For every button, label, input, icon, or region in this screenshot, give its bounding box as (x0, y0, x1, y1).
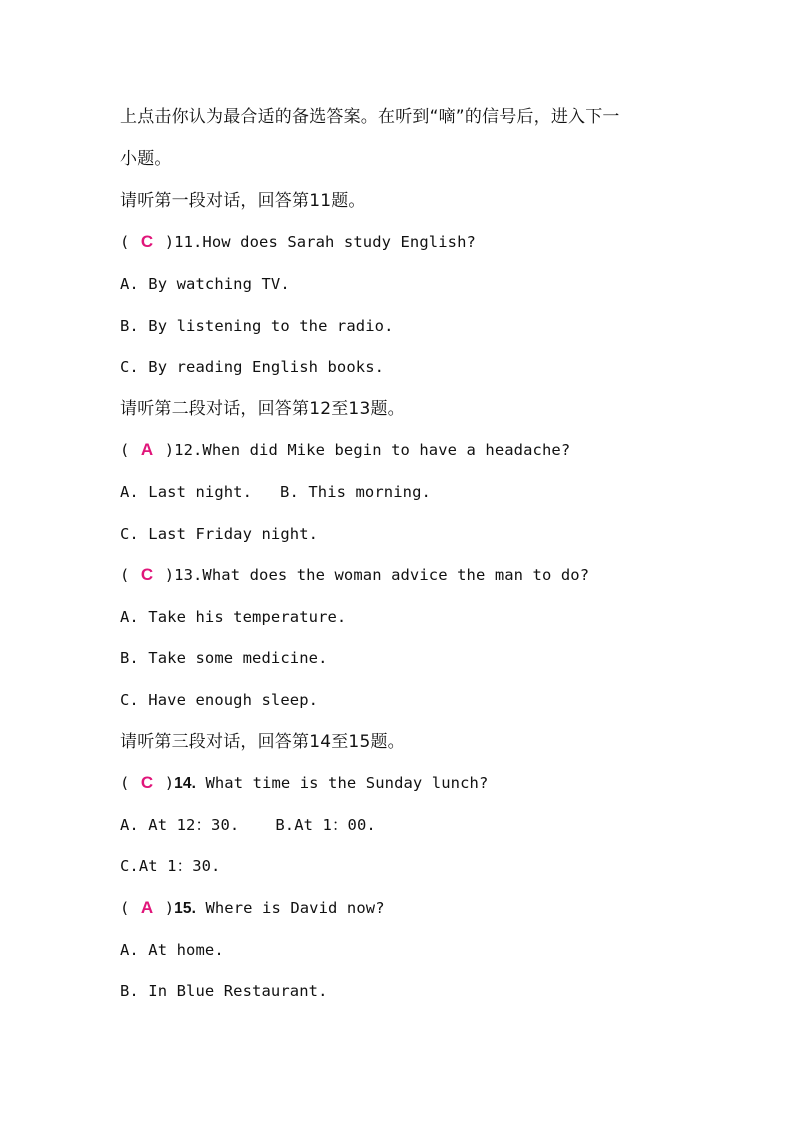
question-13 (120, 564, 589, 586)
answer-paren-close: ) (164, 441, 175, 459)
option-12-c: C. Last Friday night. (120, 525, 319, 543)
options-12-ab (120, 481, 431, 503)
option-14-c: C.At 1：30. (120, 857, 221, 875)
answer-paren-close: ) (164, 566, 175, 584)
question-11-text: 11.How does Sarah study English? (174, 233, 476, 251)
answer-12: A (140, 440, 154, 459)
answer-paren-close: ) (164, 233, 175, 251)
section-2-heading: 请听第二段对话，回答第12至13题。 (120, 399, 405, 419)
answer-14: C (140, 773, 154, 792)
answer-15: A (140, 898, 154, 917)
question-15-number: 15. (174, 900, 196, 917)
answer-paren-close: ) (164, 899, 175, 917)
answer-paren-open: ( (120, 774, 130, 792)
option-14-a: A. At 12：30. (120, 816, 240, 834)
question-12 (120, 439, 570, 461)
section-1-heading: 请听第一段对话，回答第11题。 (120, 191, 366, 211)
option-14-b: B.At 1：00. (275, 816, 376, 834)
option-13-c: C. Have enough sleep. (120, 691, 319, 709)
answer-paren-open: ( (120, 566, 130, 584)
answer-paren-open: ( (120, 441, 130, 459)
answer-paren-open: ( (120, 233, 130, 251)
question-12-text: 12.When did Mike begin to have a headache? (174, 441, 571, 459)
question-14-number: 14. (174, 775, 196, 792)
question-14 (120, 772, 488, 794)
option-11-a: A. By watching TV. (120, 275, 290, 293)
answer-11: C (140, 232, 154, 251)
intro-line-2: 小题。 (120, 149, 172, 169)
option-15-a: A. At home. (120, 941, 224, 959)
option-11-b: B. By listening to the radio. (120, 317, 394, 335)
intro-line-1: 上点击你认为最合适的备选答案。在听到“嘀”的信号后，进入下一 (120, 107, 620, 127)
option-15-b: B. In Blue Restaurant. (120, 982, 328, 1000)
option-13-a: A. Take his temperature. (120, 608, 347, 626)
option-11-c: C. By reading English books. (120, 358, 385, 376)
answer-paren-close: ) (164, 774, 175, 792)
question-14-text: What time is the Sunday lunch? (205, 774, 489, 792)
question-11 (120, 231, 476, 253)
question-15 (120, 897, 385, 919)
option-12-b: B. This morning. (280, 483, 431, 501)
option-12-a: A. Last night. (120, 483, 253, 501)
option-13-b: B. Take some medicine. (120, 649, 328, 667)
options-14-ab (120, 814, 376, 836)
answer-paren-open: ( (120, 899, 130, 917)
answer-13: C (140, 565, 154, 584)
section-3-heading: 请听第三段对话，回答第14至15题。 (120, 732, 405, 752)
question-15-text: Where is David now? (205, 899, 385, 917)
question-13-text: 13.What does the woman advice the man to do? (174, 566, 590, 584)
